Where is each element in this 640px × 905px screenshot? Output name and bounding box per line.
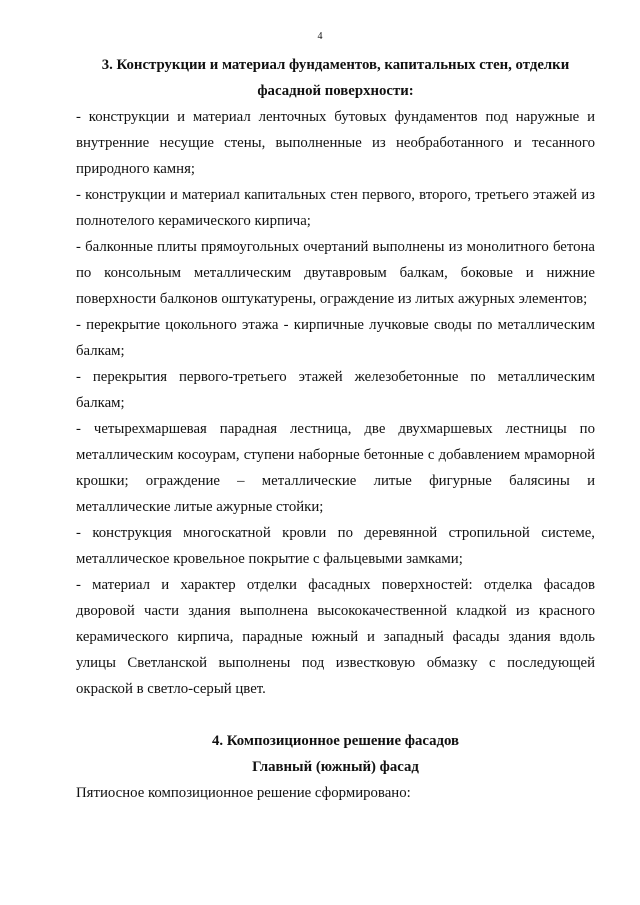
section-3-item-stairs: - четырехмаршевая парадная лестница, две двухмаршевых лестницы по металлическим косоурам, ступени наборные бетонные с добавлением мраморной крошки; ограждение – металлические литые фигурные балясины и металлические литые ажурные стойки; [76, 421, 595, 515]
section-3-item-basement-floor: - перекрытие цокольного этажа - кирпичные лучковые своды по металлическим балкам; [76, 317, 595, 359]
page-number: 4 [317, 31, 323, 42]
document-body [76, 52, 595, 806]
section-3-item-walls: - конструкции и материал капитальных стен первого, второго, третьего этажей из полнотелого керамического кирпича; [76, 187, 595, 229]
section-3-item-balconies: - балконные плиты прямоугольных очертаний выполнены из монолитного бетона по консольным металлическим двутавровым балкам, боковые и нижние поверхности балконов оштукатурены, ограждение из литых ажурных элементов; [76, 239, 595, 307]
section-3-item-upper-floors: - перекрытия первого-третьего этажей железобетонные по металлическим балкам; [76, 369, 595, 411]
section-4-subheading: Главный (южный) фасад [252, 759, 419, 775]
section-3-item-foundations: - конструкции и материал ленточных бутовых фундаментов под наружные и внутренние несущие стены, выполненные из необработанного и тесанного природного камня; [76, 109, 595, 177]
section-4-heading: 4. Композиционное решение фасадов [211, 733, 459, 749]
section-spacer [76, 702, 595, 728]
section-4-paragraph: Пятиосное композиционное решение сформировано: [76, 785, 411, 801]
section-3-item-facade-finish: - материал и характер отделки фасадных поверхностей: отделка фасадов дворовой части здания выполнена высококачественной кладкой из красного керамического кирпича, парадные южный и западный фасады здания вдоль улицы Светланской выполнены под известковую обмазку с последующей окраской в светло-серый цвет. [76, 577, 595, 697]
section-3-heading: 3. Конструкции и материал фундаментов, капитальных стен, отделки фасадной поверхности: [101, 57, 570, 99]
section-3-item-roof: - конструкция многоскатной кровли по деревянной стропильной системе, металлическое кровельное покрытие с фальцевыми замками; [76, 525, 595, 567]
